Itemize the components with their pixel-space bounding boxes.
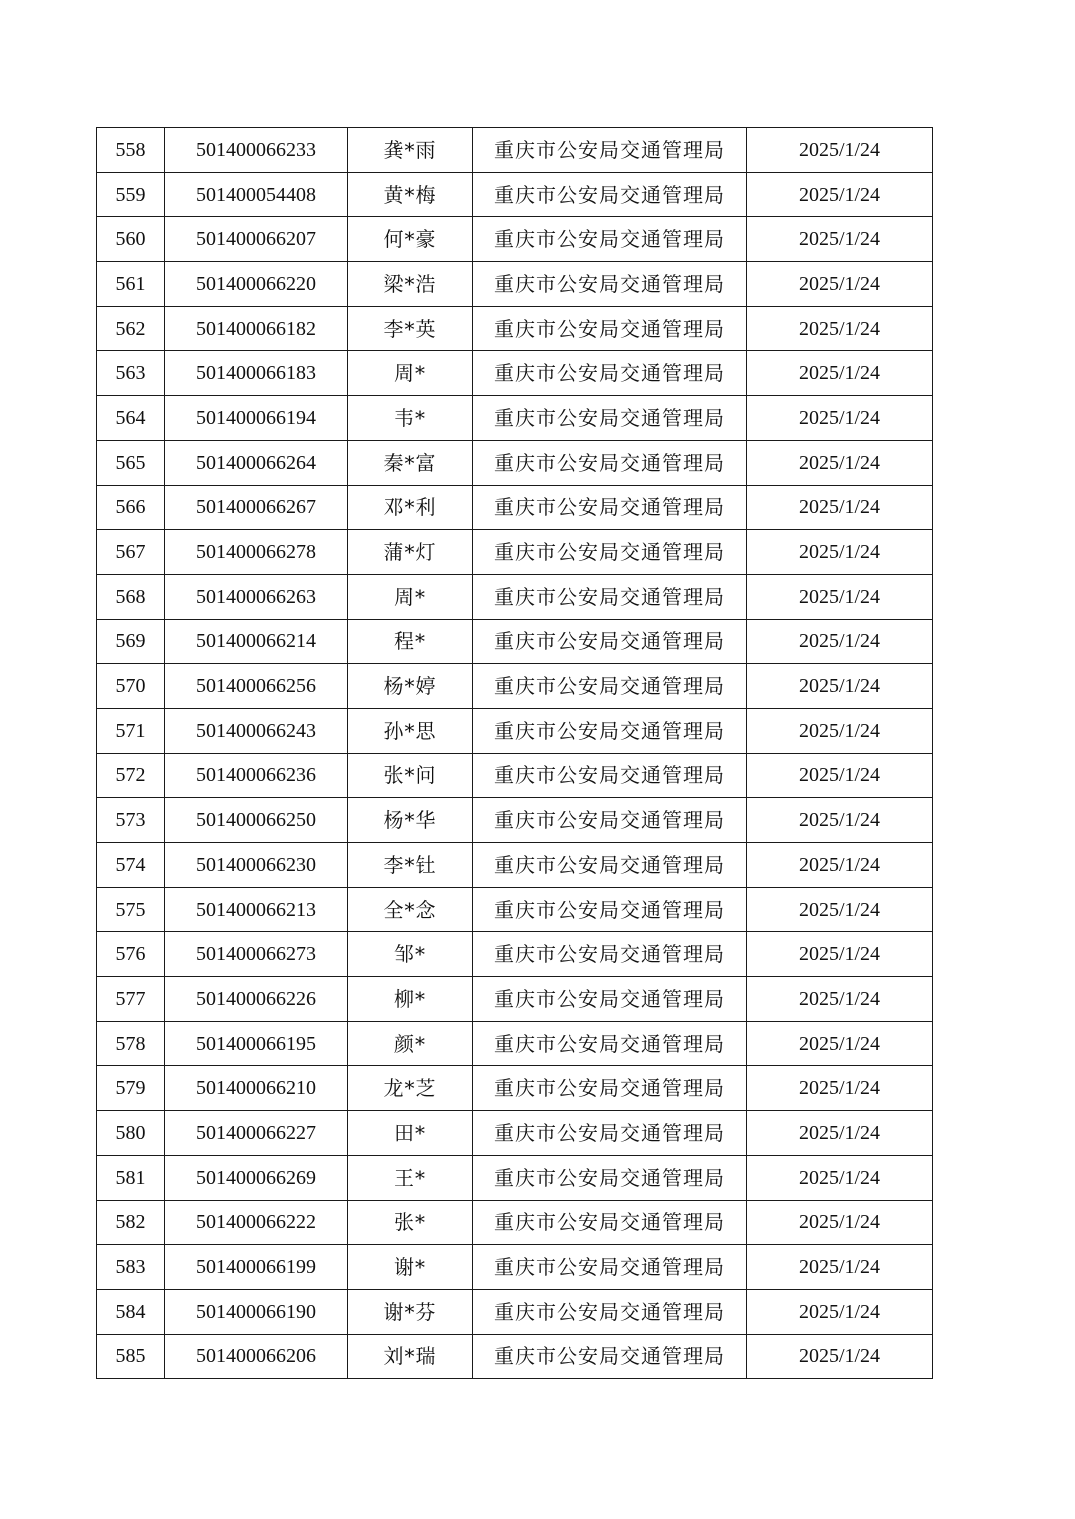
- row-number-cell: 568: [97, 574, 165, 619]
- issuing-authority-cell: 重庆市公安局交通管理局: [473, 128, 747, 173]
- issue-date-cell: 2025/1/24: [747, 485, 933, 530]
- issue-date-cell: 2025/1/24: [747, 664, 933, 709]
- row-number-cell: 579: [97, 1066, 165, 1111]
- person-name-cell: 全*念: [348, 887, 473, 932]
- issuing-authority-cell: 重庆市公安局交通管理局: [473, 1111, 747, 1156]
- table-row: [97, 1289, 933, 1334]
- table-row: [97, 1066, 933, 1111]
- issue-date-cell: 2025/1/24: [747, 306, 933, 351]
- certificate-number-cell: 501400066230: [165, 843, 348, 888]
- person-name-cell: 黄*梅: [348, 172, 473, 217]
- issuing-authority-cell: 重庆市公安局交通管理局: [473, 172, 747, 217]
- table-row: [97, 843, 933, 888]
- row-number-cell: 583: [97, 1245, 165, 1290]
- person-name-cell: 韦*: [348, 396, 473, 441]
- issue-date-cell: 2025/1/24: [747, 396, 933, 441]
- issue-date-cell: 2025/1/24: [747, 887, 933, 932]
- issuing-authority-cell: 重庆市公安局交通管理局: [473, 1066, 747, 1111]
- table-row: [97, 1334, 933, 1379]
- issuing-authority-cell: 重庆市公安局交通管理局: [473, 843, 747, 888]
- issue-date-cell: 2025/1/24: [747, 708, 933, 753]
- issuing-authority-cell: 重庆市公安局交通管理局: [473, 1334, 747, 1379]
- issue-date-cell: 2025/1/24: [747, 753, 933, 798]
- issuing-authority-cell: 重庆市公安局交通管理局: [473, 1245, 747, 1290]
- row-number-cell: 570: [97, 664, 165, 709]
- certificate-number-cell: 501400066190: [165, 1289, 348, 1334]
- person-name-cell: 程*: [348, 619, 473, 664]
- table-row: [97, 977, 933, 1022]
- certificate-number-cell: 501400066236: [165, 753, 348, 798]
- table-row: [97, 708, 933, 753]
- person-name-cell: 田*: [348, 1111, 473, 1156]
- row-number-cell: 578: [97, 1021, 165, 1066]
- certificate-number-cell: 501400066267: [165, 485, 348, 530]
- row-number-cell: 558: [97, 128, 165, 173]
- certificate-number-cell: 501400066207: [165, 217, 348, 262]
- certificate-number-cell: 501400066214: [165, 619, 348, 664]
- issuing-authority-cell: 重庆市公安局交通管理局: [473, 1289, 747, 1334]
- issuing-authority-cell: 重庆市公安局交通管理局: [473, 440, 747, 485]
- issue-date-cell: 2025/1/24: [747, 440, 933, 485]
- certificate-number-cell: 501400066210: [165, 1066, 348, 1111]
- person-name-cell: 杨*婷: [348, 664, 473, 709]
- issue-date-cell: 2025/1/24: [747, 128, 933, 173]
- document-page: [96, 127, 932, 1379]
- row-number-cell: 582: [97, 1200, 165, 1245]
- certificate-number-cell: 501400066243: [165, 708, 348, 753]
- certificate-number-cell: 501400066264: [165, 440, 348, 485]
- issuing-authority-cell: 重庆市公安局交通管理局: [473, 217, 747, 262]
- person-name-cell: 谢*: [348, 1245, 473, 1290]
- issue-date-cell: 2025/1/24: [747, 530, 933, 575]
- person-name-cell: 孙*思: [348, 708, 473, 753]
- issuing-authority-cell: 重庆市公安局交通管理局: [473, 1021, 747, 1066]
- issue-date-cell: 2025/1/24: [747, 1334, 933, 1379]
- certificate-number-cell: 501400066227: [165, 1111, 348, 1156]
- person-name-cell: 柳*: [348, 977, 473, 1022]
- row-number-cell: 584: [97, 1289, 165, 1334]
- records-table-body: [97, 128, 933, 1379]
- issuing-authority-cell: 重庆市公安局交通管理局: [473, 887, 747, 932]
- issuing-authority-cell: 重庆市公安局交通管理局: [473, 664, 747, 709]
- table-row: [97, 619, 933, 664]
- row-number-cell: 563: [97, 351, 165, 396]
- table-row: [97, 351, 933, 396]
- issuing-authority-cell: 重庆市公安局交通管理局: [473, 574, 747, 619]
- issuing-authority-cell: 重庆市公安局交通管理局: [473, 485, 747, 530]
- records-table: [96, 127, 933, 1379]
- row-number-cell: 575: [97, 887, 165, 932]
- row-number-cell: 566: [97, 485, 165, 530]
- issuing-authority-cell: 重庆市公安局交通管理局: [473, 977, 747, 1022]
- person-name-cell: 龙*芝: [348, 1066, 473, 1111]
- table-row: [97, 440, 933, 485]
- row-number-cell: 559: [97, 172, 165, 217]
- certificate-number-cell: 501400066269: [165, 1155, 348, 1200]
- issuing-authority-cell: 重庆市公安局交通管理局: [473, 1200, 747, 1245]
- table-row: [97, 396, 933, 441]
- table-row: [97, 217, 933, 262]
- row-number-cell: 574: [97, 843, 165, 888]
- issue-date-cell: 2025/1/24: [747, 574, 933, 619]
- row-number-cell: 576: [97, 932, 165, 977]
- certificate-number-cell: 501400066256: [165, 664, 348, 709]
- person-name-cell: 刘*瑞: [348, 1334, 473, 1379]
- person-name-cell: 周*: [348, 351, 473, 396]
- table-row: [97, 262, 933, 307]
- issue-date-cell: 2025/1/24: [747, 1245, 933, 1290]
- person-name-cell: 李*钍: [348, 843, 473, 888]
- certificate-number-cell: 501400066220: [165, 262, 348, 307]
- certificate-number-cell: 501400066194: [165, 396, 348, 441]
- issue-date-cell: 2025/1/24: [747, 798, 933, 843]
- table-row: [97, 932, 933, 977]
- row-number-cell: 577: [97, 977, 165, 1022]
- person-name-cell: 蒲*灯: [348, 530, 473, 575]
- person-name-cell: 王*: [348, 1155, 473, 1200]
- certificate-number-cell: 501400066273: [165, 932, 348, 977]
- issue-date-cell: 2025/1/24: [747, 262, 933, 307]
- table-row: [97, 172, 933, 217]
- person-name-cell: 颜*: [348, 1021, 473, 1066]
- table-row: [97, 1155, 933, 1200]
- table-row: [97, 1111, 933, 1156]
- certificate-number-cell: 501400066206: [165, 1334, 348, 1379]
- issuing-authority-cell: 重庆市公安局交通管理局: [473, 262, 747, 307]
- issue-date-cell: 2025/1/24: [747, 1155, 933, 1200]
- issuing-authority-cell: 重庆市公安局交通管理局: [473, 753, 747, 798]
- certificate-number-cell: 501400066233: [165, 128, 348, 173]
- person-name-cell: 梁*浩: [348, 262, 473, 307]
- certificate-number-cell: 501400066226: [165, 977, 348, 1022]
- person-name-cell: 周*: [348, 574, 473, 619]
- table-row: [97, 664, 933, 709]
- issue-date-cell: 2025/1/24: [747, 172, 933, 217]
- issuing-authority-cell: 重庆市公安局交通管理局: [473, 798, 747, 843]
- person-name-cell: 张*问: [348, 753, 473, 798]
- table-row: [97, 530, 933, 575]
- person-name-cell: 邓*利: [348, 485, 473, 530]
- person-name-cell: 龚*雨: [348, 128, 473, 173]
- issuing-authority-cell: 重庆市公安局交通管理局: [473, 396, 747, 441]
- table-row: [97, 753, 933, 798]
- person-name-cell: 何*豪: [348, 217, 473, 262]
- certificate-number-cell: 501400066183: [165, 351, 348, 396]
- issue-date-cell: 2025/1/24: [747, 977, 933, 1022]
- row-number-cell: 580: [97, 1111, 165, 1156]
- table-row: [97, 128, 933, 173]
- row-number-cell: 560: [97, 217, 165, 262]
- issue-date-cell: 2025/1/24: [747, 351, 933, 396]
- person-name-cell: 谢*芬: [348, 1289, 473, 1334]
- person-name-cell: 张*: [348, 1200, 473, 1245]
- row-number-cell: 571: [97, 708, 165, 753]
- row-number-cell: 562: [97, 306, 165, 351]
- row-number-cell: 561: [97, 262, 165, 307]
- row-number-cell: 581: [97, 1155, 165, 1200]
- issuing-authority-cell: 重庆市公安局交通管理局: [473, 932, 747, 977]
- person-name-cell: 邹*: [348, 932, 473, 977]
- certificate-number-cell: 501400066213: [165, 887, 348, 932]
- row-number-cell: 585: [97, 1334, 165, 1379]
- issue-date-cell: 2025/1/24: [747, 1021, 933, 1066]
- table-row: [97, 887, 933, 932]
- row-number-cell: 567: [97, 530, 165, 575]
- table-row: [97, 798, 933, 843]
- issue-date-cell: 2025/1/24: [747, 1200, 933, 1245]
- certificate-number-cell: 501400066199: [165, 1245, 348, 1290]
- issue-date-cell: 2025/1/24: [747, 843, 933, 888]
- issue-date-cell: 2025/1/24: [747, 932, 933, 977]
- issue-date-cell: 2025/1/24: [747, 1066, 933, 1111]
- issue-date-cell: 2025/1/24: [747, 217, 933, 262]
- issuing-authority-cell: 重庆市公安局交通管理局: [473, 708, 747, 753]
- certificate-number-cell: 501400066263: [165, 574, 348, 619]
- row-number-cell: 564: [97, 396, 165, 441]
- issue-date-cell: 2025/1/24: [747, 619, 933, 664]
- certificate-number-cell: 501400066278: [165, 530, 348, 575]
- row-number-cell: 572: [97, 753, 165, 798]
- certificate-number-cell: 501400054408: [165, 172, 348, 217]
- issuing-authority-cell: 重庆市公安局交通管理局: [473, 530, 747, 575]
- issuing-authority-cell: 重庆市公安局交通管理局: [473, 306, 747, 351]
- issue-date-cell: 2025/1/24: [747, 1289, 933, 1334]
- issuing-authority-cell: 重庆市公安局交通管理局: [473, 1155, 747, 1200]
- certificate-number-cell: 501400066182: [165, 306, 348, 351]
- row-number-cell: 569: [97, 619, 165, 664]
- table-row: [97, 485, 933, 530]
- issue-date-cell: 2025/1/24: [747, 1111, 933, 1156]
- table-row: [97, 1245, 933, 1290]
- table-row: [97, 574, 933, 619]
- issuing-authority-cell: 重庆市公安局交通管理局: [473, 619, 747, 664]
- certificate-number-cell: 501400066250: [165, 798, 348, 843]
- table-row: [97, 1021, 933, 1066]
- certificate-number-cell: 501400066195: [165, 1021, 348, 1066]
- certificate-number-cell: 501400066222: [165, 1200, 348, 1245]
- person-name-cell: 李*英: [348, 306, 473, 351]
- table-row: [97, 306, 933, 351]
- person-name-cell: 杨*华: [348, 798, 473, 843]
- person-name-cell: 秦*富: [348, 440, 473, 485]
- row-number-cell: 573: [97, 798, 165, 843]
- table-row: [97, 1200, 933, 1245]
- issuing-authority-cell: 重庆市公安局交通管理局: [473, 351, 747, 396]
- row-number-cell: 565: [97, 440, 165, 485]
